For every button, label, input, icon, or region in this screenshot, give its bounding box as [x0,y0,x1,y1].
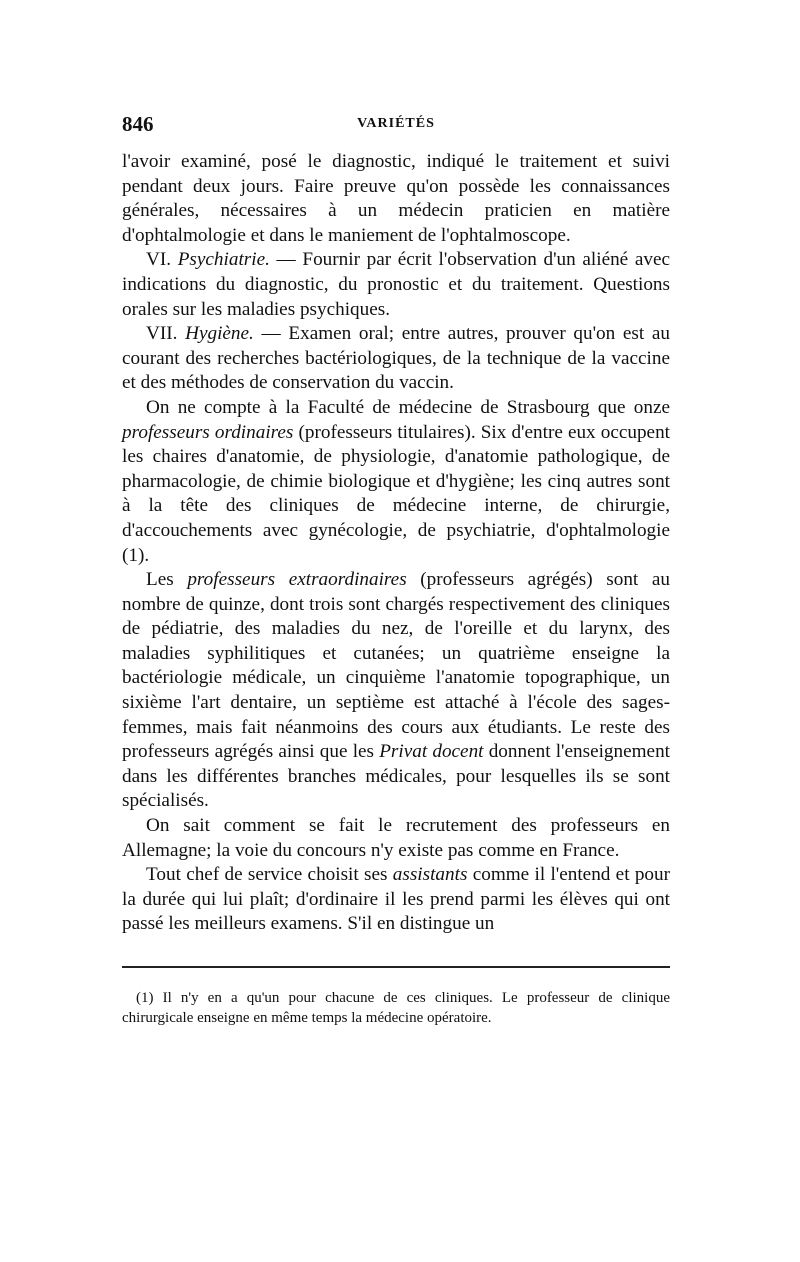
italic-term: assistants [392,864,468,886]
paragraph-professeurs-extraordinaires [122,568,670,814]
paragraph-continuation [122,150,670,248]
text-run: On sait comment se fait le recrutement des professeurs en Allemagne; la voie du concours n'y existe pas comme en France. [122,815,670,861]
italic-term: professeurs ordinaires [122,421,294,443]
running-head: VARIÉTÉS [357,116,435,131]
text-run: — Examen oral; entre autres, prouver qu'on est au courant des recherches bactériologiques, de la technique de la vaccine et des méthodes de conservation du vaccin. [122,323,670,394]
text-run: Les [146,569,188,591]
italic-term: Privat docent [379,741,484,763]
text-run: donnent l'enseignement dans les différentes branches médicales, pour lesquelles ils se sont spécialisés. [122,741,671,812]
text-run: comme il l'entend et pour la durée qui lui plaît; d'ordinaire il les prend parmi les élèves qui ont passé les meilleurs examens. S'il en distingue un [122,864,671,935]
footnote-text: (1) Il n'y en a qu'un pour chacune de ces cliniques. Le professeur de clinique chirurgicale enseigne en même temps la médecine opératoire. [122,990,670,1026]
text-run: Tout chef de service choisit ses [146,864,393,886]
text-run: — Fournir par écrit l'observation d'un aliéné avec indications du diagnostic, du pronostic et du traitement. Questions orales sur les maladies psychiques. [122,249,670,320]
paragraph-psychiatrie [122,248,670,322]
text-run: VI. [146,249,178,271]
paragraph-hygiene [122,322,670,396]
text-run: (professeurs agrégés) sont au nombre de quinze, dont trois sont chargés respectivement des cliniques de pédiatrie, des maladies du nez, de l'oreille et du larynx, des maladies syphilitiques et cutanées; un quatrième enseigne la bactériologie médicale, un cinquième l'anatomie topographique, un sixième l'art dentaire, un septième est attaché à l'école des sages-femmes, mais fait néanmoins des cours aux étudiants. Le reste des professeurs agrégés ainsi que les [122,569,670,763]
body-text [122,150,670,937]
page-number: 846 [122,112,154,136]
text-run: On ne compte à la Faculté de médecine de Strasbourg que onze [146,396,670,418]
text-run: l'avoir examiné, posé le diagnostic, indiqué le traitement et suivi pendant deux jours. Faire preuve qu'on possède les connaissances générales, nécessaires à un médecin praticien en matière d'ophtalmologie et dans le maniement de l'ophtalmoscope. [122,151,670,246]
text-run: (professeurs titulaires). Six d'entre eux occupent les chaires d'anatomie, de physiologie, d'anatomie pathologique, de pharmacologie, de chimie biologique et d'hygiène; les cinq autres sont à la tête des cliniques de médecine interne, de chirurgie, d'accouchements avec gynécologie, de psychiatrie, d'ophtalmologie (1). [122,421,670,566]
italic-term: professeurs extraordinaires [187,569,407,591]
footnote-divider [122,966,670,968]
italic-term: Psychiatrie. [177,249,270,271]
paragraph-assistants [122,863,670,937]
footnote [122,988,670,1028]
italic-term: Hygiène. [185,323,254,345]
paragraph-professeurs-ordinaires [122,396,670,568]
page-header [122,112,670,138]
paragraph-recrutement [122,814,670,863]
text-run: VII. [146,323,186,345]
